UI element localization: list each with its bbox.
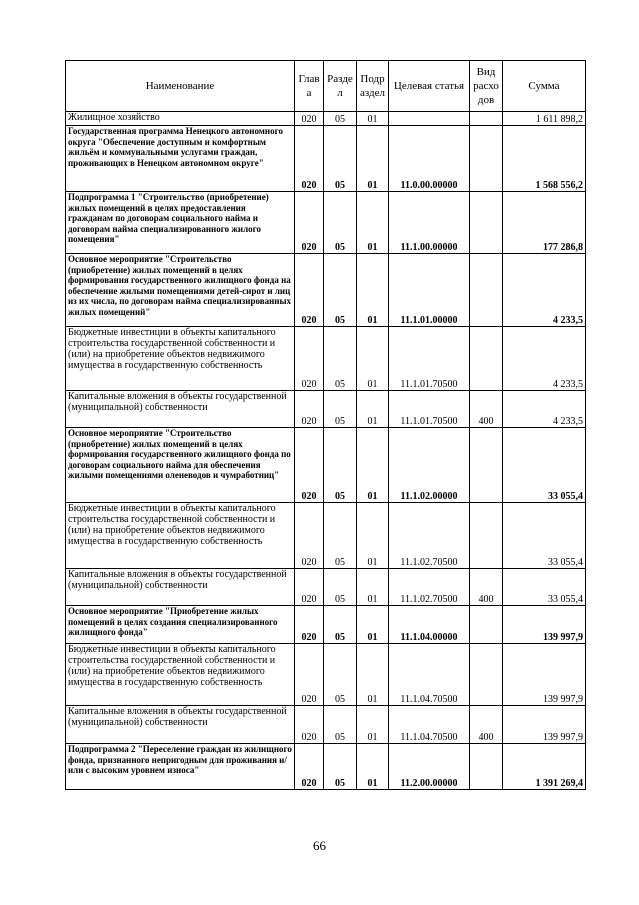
- row-expense-type-cell: [470, 112, 503, 126]
- row-expense-type-cell: [470, 254, 503, 327]
- row-target-article-cell: 11.1.04.00000: [389, 606, 470, 644]
- row-chapter-cell: 020: [295, 428, 324, 503]
- row-target-article-cell: 11.1.01.70500: [389, 327, 470, 391]
- row-amount-cell: 33 055,4: [503, 428, 586, 503]
- header-target-article: Целевая статья: [389, 61, 470, 112]
- row-amount-cell: 4 233,5: [503, 391, 586, 428]
- row-subsection-cell: 01: [357, 744, 389, 790]
- row-section-cell: 05: [324, 744, 357, 790]
- row-subsection-cell: 01: [357, 192, 389, 254]
- row-target-article-cell: 11.2.00.00000: [389, 744, 470, 790]
- row-name-cell: Капитальные вложения в объекты государственной (муниципальной) собственности: [66, 706, 295, 744]
- row-amount-cell: 4 233,5: [503, 254, 586, 327]
- row-amount-cell: 1 568 556,2: [503, 126, 586, 192]
- row-name-cell: Капитальные вложения в объекты государственной (муниципальной) собственности: [66, 391, 295, 428]
- row-amount-cell: 1 391 269,4: [503, 744, 586, 790]
- row-expense-type-cell: [470, 126, 503, 192]
- table-row: [66, 706, 586, 744]
- row-section-cell: 05: [324, 503, 357, 569]
- table-row: [66, 644, 586, 706]
- row-amount-cell: 139 997,9: [503, 606, 586, 644]
- row-target-article-cell: 11.1.02.70500: [389, 503, 470, 569]
- row-amount-cell: 4 233,5: [503, 327, 586, 391]
- row-chapter-cell: 020: [295, 112, 324, 126]
- row-target-article-cell: 11.1.01.00000: [389, 254, 470, 327]
- table-header-row: [66, 61, 586, 112]
- row-subsection-cell: 01: [357, 254, 389, 327]
- row-amount-cell: 139 997,9: [503, 706, 586, 744]
- header-section: Разде л: [324, 61, 357, 112]
- row-chapter-cell: 020: [295, 744, 324, 790]
- header-expense-type: Вид расхо дов: [470, 61, 503, 112]
- row-name-cell: Подпрограмма 1 "Строительство (приобретение) жилых помещений в целях предоставления гражданам по договорам социального найма и договорам найма специализированного жилого помещения": [66, 192, 295, 254]
- budget-table: [65, 60, 586, 790]
- row-subsection-cell: 01: [357, 428, 389, 503]
- table-row: [66, 606, 586, 644]
- row-section-cell: 05: [324, 327, 357, 391]
- row-chapter-cell: 020: [295, 192, 324, 254]
- table-row: [66, 327, 586, 391]
- header-name: Наименование: [66, 61, 295, 112]
- table-row: [66, 428, 586, 503]
- row-chapter-cell: 020: [295, 706, 324, 744]
- row-subsection-cell: 01: [357, 606, 389, 644]
- row-chapter-cell: 020: [295, 644, 324, 706]
- row-section-cell: 05: [324, 606, 357, 644]
- header-chapter: Глав а: [295, 61, 324, 112]
- row-subsection-cell: 01: [357, 706, 389, 744]
- row-name-cell: Бюджетные инвестиции в объекты капитального строительства государственной собственности и (или) на приобретение объектов недвижимого имущества в государственную собственность: [66, 327, 295, 391]
- table-body: [66, 112, 586, 790]
- row-chapter-cell: 020: [295, 503, 324, 569]
- row-chapter-cell: 020: [295, 254, 324, 327]
- row-amount-cell: 1 611 898,2: [503, 112, 586, 126]
- row-chapter-cell: 020: [295, 126, 324, 192]
- row-amount-cell: 177 286,8: [503, 192, 586, 254]
- page-number: 66: [313, 838, 326, 853]
- table-row: [66, 569, 586, 606]
- row-section-cell: 05: [324, 391, 357, 428]
- row-target-article-cell: 11.1.04.70500: [389, 644, 470, 706]
- row-chapter-cell: 020: [295, 327, 324, 391]
- row-subsection-cell: 01: [357, 569, 389, 606]
- row-subsection-cell: 01: [357, 503, 389, 569]
- row-expense-type-cell: [470, 644, 503, 706]
- table-row: [66, 192, 586, 254]
- header-amount: Сумма: [503, 61, 586, 112]
- row-subsection-cell: 01: [357, 391, 389, 428]
- row-name-cell: Государственная программа Ненецкого автономного округа "Обеспечение доступным и комфортным жильём и коммунальными услугами граждан, проживающих в Ненецком автономном округе": [66, 126, 295, 192]
- table-row: [66, 126, 586, 192]
- row-name-cell: Основное мероприятие "Строительство (приобретение) жилых помещений в целях формирования государственного жилищного фонда по договорам социального найма для обеспечения жилыми помещениями оленеводов и чумработниц": [66, 428, 295, 503]
- row-amount-cell: 33 055,4: [503, 569, 586, 606]
- row-target-article-cell: 11.1.02.70500: [389, 569, 470, 606]
- row-section-cell: 05: [324, 192, 357, 254]
- row-subsection-cell: 01: [357, 644, 389, 706]
- row-section-cell: 05: [324, 126, 357, 192]
- row-section-cell: 05: [324, 706, 357, 744]
- row-amount-cell: 33 055,4: [503, 503, 586, 569]
- row-expense-type-cell: 400: [470, 569, 503, 606]
- row-expense-type-cell: 400: [470, 391, 503, 428]
- row-expense-type-cell: [470, 744, 503, 790]
- row-subsection-cell: 01: [357, 126, 389, 192]
- row-subsection-cell: 01: [357, 112, 389, 126]
- row-section-cell: 05: [324, 644, 357, 706]
- row-amount-cell: 139 997,9: [503, 644, 586, 706]
- row-target-article-cell: 11.1.02.00000: [389, 428, 470, 503]
- row-expense-type-cell: [470, 192, 503, 254]
- row-target-article-cell: [389, 112, 470, 126]
- row-subsection-cell: 01: [357, 327, 389, 391]
- row-expense-type-cell: [470, 503, 503, 569]
- row-section-cell: 05: [324, 569, 357, 606]
- row-expense-type-cell: [470, 428, 503, 503]
- row-expense-type-cell: [470, 606, 503, 644]
- row-target-article-cell: 11.1.00.00000: [389, 192, 470, 254]
- row-chapter-cell: 020: [295, 569, 324, 606]
- row-expense-type-cell: [470, 327, 503, 391]
- row-section-cell: 05: [324, 112, 357, 126]
- row-name-cell: Подпрограмма 2 "Переселение граждан из жилищного фонда, признанного непригодным для проживания и/или с высоким уровнем износа": [66, 744, 295, 790]
- row-name-cell: Бюджетные инвестиции в объекты капитального строительства государственной собственности и (или) на приобретение объектов недвижимого имущества в государственную собственность: [66, 503, 295, 569]
- row-target-article-cell: 11.1.01.70500: [389, 391, 470, 428]
- table-row: [66, 112, 586, 126]
- row-section-cell: 05: [324, 428, 357, 503]
- row-target-article-cell: 11.1.04.70500: [389, 706, 470, 744]
- row-expense-type-cell: 400: [470, 706, 503, 744]
- row-target-article-cell: 11.0.00.00000: [389, 126, 470, 192]
- header-subsection: Подр аздел: [357, 61, 389, 112]
- row-name-cell: Жилищное хозяйство: [66, 112, 295, 126]
- row-name-cell: Капитальные вложения в объекты государственной (муниципальной) собственности: [66, 569, 295, 606]
- row-name-cell: Основное мероприятие "Строительство (приобретение) жилых помещений в целях формирования государственного жилищного фонда на обеспечение жилыми помещениями детей-сирот и лиц из их числа, по договорам найма специализированных жилых помещений": [66, 254, 295, 327]
- table-row: [66, 503, 586, 569]
- row-section-cell: 05: [324, 254, 357, 327]
- row-name-cell: Бюджетные инвестиции в объекты капитального строительства государственной собственности и (или) на приобретение объектов недвижимого имущества в государственную собственность: [66, 644, 295, 706]
- row-chapter-cell: 020: [295, 391, 324, 428]
- row-chapter-cell: 020: [295, 606, 324, 644]
- row-name-cell: Основное мероприятие "Приобретение жилых помещений в целях создания специализированного жилищного фонда": [66, 606, 295, 644]
- table-row: [66, 744, 586, 790]
- table-row: [66, 391, 586, 428]
- table-row: [66, 254, 586, 327]
